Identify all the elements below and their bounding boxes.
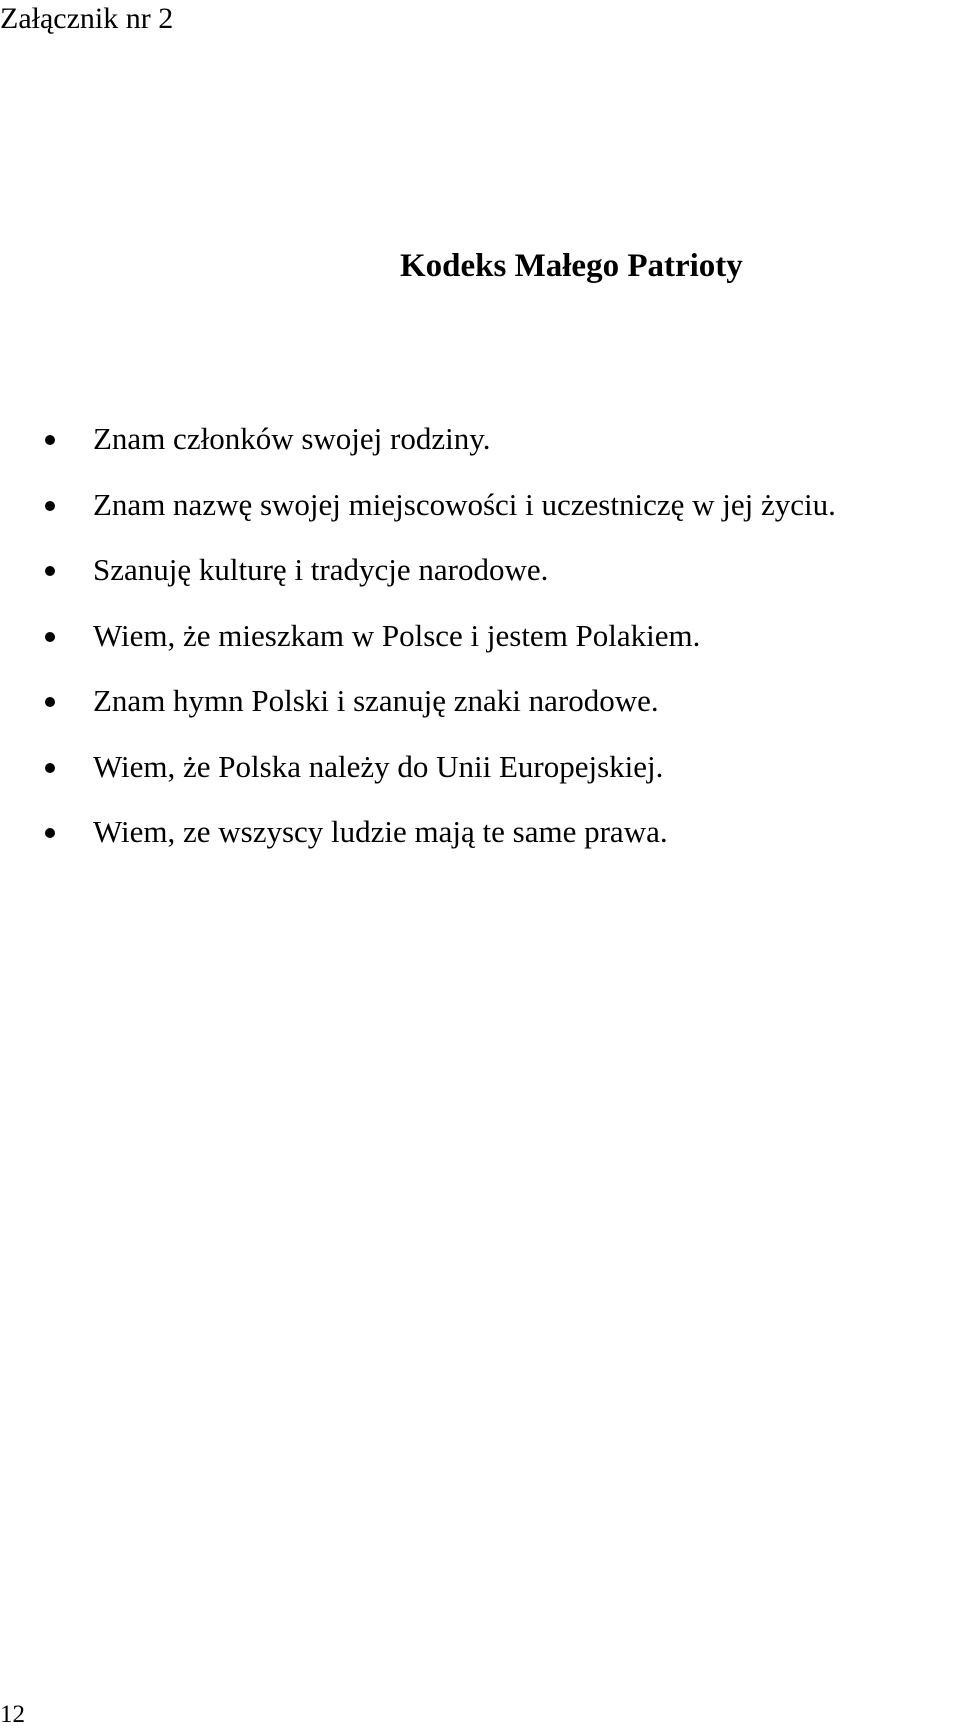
list-item [0,481,836,547]
bullet-icon [45,763,55,773]
list-item-text: Wiem, że mieszkam w Polsce i jestem Polakiem. [93,617,701,653]
list-item [0,415,836,481]
bullet-icon [45,828,55,838]
bullet-icon [45,501,55,511]
bullet-icon [45,632,55,642]
patriot-code-list [0,415,836,874]
list-item-text: Znam nazwę swojej miejscowości i uczestniczę w jej życiu. [93,486,836,522]
bullet-icon [45,566,55,576]
list-item-text: Znam hymn Polski i szanuję znaki narodowe. [93,683,659,718]
document-title: Kodeks Małego Patrioty [400,248,743,284]
bullet-icon [45,435,55,445]
bullet-icon [45,697,55,707]
list-item [0,808,836,874]
list-item-text: Znam członków swojej rodziny. [93,421,491,456]
list-item-text: Szanuję kulturę i tradycje narodowe. [93,552,549,587]
list-item [0,743,836,809]
list-item-text: Wiem, ze wszyscy ludzie mają te same prawa. [93,814,668,849]
annex-label: Załącznik nr 2 [0,2,174,35]
list-item-text: Wiem, że Polska należy do Unii Europejskiej. [93,748,664,784]
page-number: 12 [0,1701,25,1728]
list-item [0,546,836,612]
list-item [0,612,836,678]
list-item [0,677,836,743]
